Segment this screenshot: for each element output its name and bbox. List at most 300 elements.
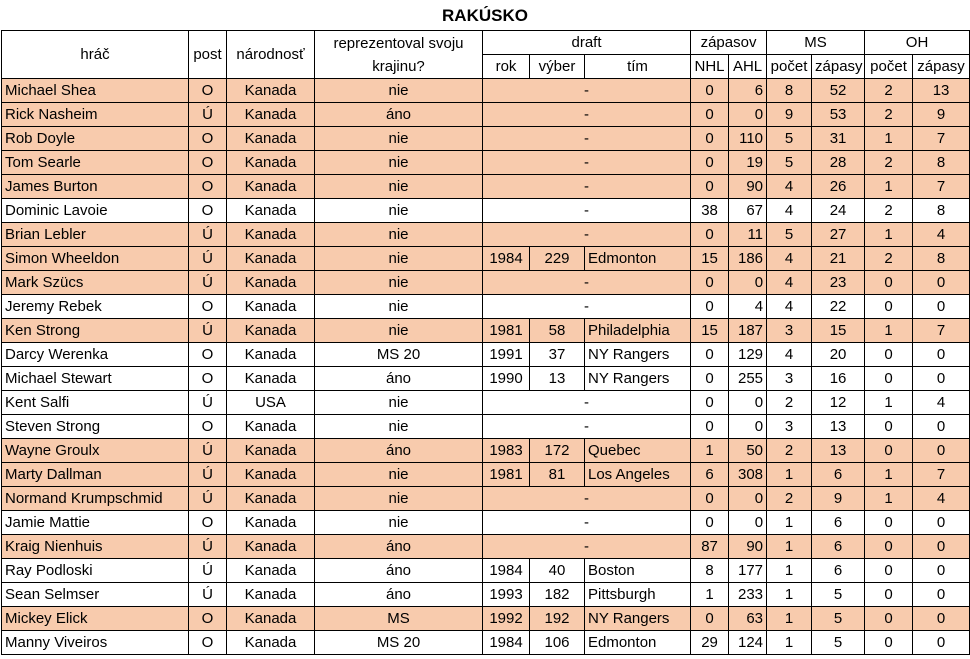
table-row [2,463,970,487]
represented-cell: nie [315,487,483,511]
oh-count-cell: 2 [865,151,913,175]
draft-empty-cell: - [483,175,691,199]
draft-team-cell: NY Rangers [585,607,691,631]
oh-count-cell: 0 [865,511,913,535]
draft-empty-cell: - [483,127,691,151]
position-cell: O [189,175,227,199]
represented-cell: áno [315,583,483,607]
draft-team-cell: Edmonton [585,631,691,655]
oh-games-cell: 8 [913,151,970,175]
ms-count-cell: 5 [767,151,812,175]
page-title: RAKÚSKO [442,6,528,25]
player-name-cell: Kraig Nienhuis [2,535,189,559]
draft-pick-cell: 37 [530,343,585,367]
nhl-games-cell: 15 [691,319,729,343]
header-position: post [189,31,227,79]
draft-year-cell: 1983 [483,439,530,463]
nationality-cell: Kanada [227,631,315,655]
draft-year-cell: 1984 [483,631,530,655]
draft-pick-cell: 40 [530,559,585,583]
player-name-cell: Rick Nasheim [2,103,189,127]
player-name-cell: Rob Doyle [2,127,189,151]
ahl-games-cell: 4 [729,295,767,319]
ms-count-cell: 8 [767,79,812,103]
header-nationality: národnosť [227,31,315,79]
position-cell: O [189,127,227,151]
oh-count-cell: 0 [865,439,913,463]
draft-empty-cell: - [483,103,691,127]
ms-count-cell: 4 [767,175,812,199]
ms-games-cell: 24 [812,199,865,223]
ahl-games-cell: 177 [729,559,767,583]
draft-year-cell: 1984 [483,559,530,583]
nationality-cell: Kanada [227,463,315,487]
ahl-games-cell: 0 [729,103,767,127]
ms-games-cell: 12 [812,391,865,415]
position-cell: Ú [189,463,227,487]
oh-count-cell: 2 [865,79,913,103]
ms-games-cell: 16 [812,367,865,391]
draft-pick-cell: 182 [530,583,585,607]
position-cell: O [189,415,227,439]
ms-count-cell: 4 [767,343,812,367]
table-row [2,199,970,223]
nhl-games-cell: 0 [691,343,729,367]
nhl-games-cell: 0 [691,391,729,415]
draft-year-cell: 1990 [483,367,530,391]
table-row [2,103,970,127]
draft-team-cell: Los Angeles [585,463,691,487]
player-name-cell: Ken Strong [2,319,189,343]
oh-games-cell: 0 [913,271,970,295]
oh-games-cell: 0 [913,583,970,607]
ms-games-cell: 22 [812,295,865,319]
draft-year-cell: 1984 [483,247,530,271]
table-row [2,415,970,439]
header-represented: reprezentoval svoju krajinu? [315,31,483,79]
ms-count-cell: 1 [767,583,812,607]
header-oh-count: počet [865,55,913,79]
nhl-games-cell: 0 [691,487,729,511]
ms-games-cell: 26 [812,175,865,199]
nationality-cell: Kanada [227,127,315,151]
draft-year-cell: 1991 [483,343,530,367]
oh-count-cell: 0 [865,343,913,367]
table-body [2,79,970,655]
position-cell: Ú [189,391,227,415]
ahl-games-cell: 0 [729,487,767,511]
represented-cell: áno [315,103,483,127]
oh-count-cell: 1 [865,319,913,343]
nhl-games-cell: 0 [691,151,729,175]
header-oh-games: zápasy [913,55,970,79]
oh-count-cell: 0 [865,271,913,295]
table-row [2,295,970,319]
ms-count-cell: 4 [767,199,812,223]
nhl-games-cell: 15 [691,247,729,271]
position-cell: Ú [189,247,227,271]
oh-games-cell: 0 [913,367,970,391]
nhl-games-cell: 0 [691,175,729,199]
oh-games-cell: 0 [913,343,970,367]
header-ms-games: zápasy [812,55,865,79]
position-cell: O [189,199,227,223]
oh-games-cell: 0 [913,535,970,559]
represented-cell: áno [315,439,483,463]
ms-games-cell: 5 [812,583,865,607]
nhl-games-cell: 29 [691,631,729,655]
ms-count-cell: 1 [767,631,812,655]
ms-games-cell: 53 [812,103,865,127]
ms-games-cell: 20 [812,343,865,367]
nationality-cell: Kanada [227,415,315,439]
header-ahl: AHL [729,55,767,79]
table-row [2,607,970,631]
represented-cell: nie [315,247,483,271]
oh-games-cell: 4 [913,223,970,247]
ms-games-cell: 21 [812,247,865,271]
header-games: zápasov [691,31,767,55]
nationality-cell: Kanada [227,79,315,103]
oh-games-cell: 7 [913,463,970,487]
ms-count-cell: 4 [767,271,812,295]
oh-count-cell: 0 [865,583,913,607]
represented-cell: nie [315,127,483,151]
ms-games-cell: 31 [812,127,865,151]
table-row [2,79,970,103]
position-cell: Ú [189,583,227,607]
draft-team-cell: Philadelphia [585,319,691,343]
oh-count-cell: 1 [865,223,913,247]
nationality-cell: Kanada [227,343,315,367]
player-name-cell: Jamie Mattie [2,511,189,535]
ms-games-cell: 6 [812,559,865,583]
oh-games-cell: 8 [913,199,970,223]
player-name-cell: Michael Stewart [2,367,189,391]
table-row [2,175,970,199]
nationality-cell: Kanada [227,607,315,631]
represented-cell: nie [315,415,483,439]
draft-empty-cell: - [483,79,691,103]
draft-team-cell: NY Rangers [585,367,691,391]
players-table [1,30,970,655]
header-oh: OH [865,31,970,55]
ms-count-cell: 2 [767,439,812,463]
draft-empty-cell: - [483,391,691,415]
oh-games-cell: 4 [913,391,970,415]
ms-games-cell: 27 [812,223,865,247]
ahl-games-cell: 0 [729,391,767,415]
header-nhl: NHL [691,55,729,79]
represented-cell: nie [315,319,483,343]
nationality-cell: Kanada [227,559,315,583]
draft-year-cell: 1981 [483,463,530,487]
ms-games-cell: 28 [812,151,865,175]
oh-count-cell: 0 [865,559,913,583]
player-name-cell: Jeremy Rebek [2,295,189,319]
oh-count-cell: 2 [865,247,913,271]
represented-cell: nie [315,295,483,319]
ms-games-cell: 6 [812,511,865,535]
position-cell: O [189,295,227,319]
nhl-games-cell: 0 [691,103,729,127]
draft-year-cell: 1992 [483,607,530,631]
player-name-cell: Wayne Groulx [2,439,189,463]
ms-count-cell: 1 [767,463,812,487]
draft-empty-cell: - [483,271,691,295]
position-cell: Ú [189,439,227,463]
draft-empty-cell: - [483,511,691,535]
header-draft-year: rok [483,55,530,79]
header-player: hráč [2,31,189,79]
player-name-cell: Michael Shea [2,79,189,103]
position-cell: Ú [189,559,227,583]
ms-count-cell: 5 [767,127,812,151]
draft-team-cell: Boston [585,559,691,583]
nhl-games-cell: 0 [691,367,729,391]
represented-cell: nie [315,223,483,247]
ms-games-cell: 15 [812,319,865,343]
position-cell: Ú [189,223,227,247]
position-cell: O [189,367,227,391]
player-name-cell: Kent Salfi [2,391,189,415]
nationality-cell: Kanada [227,319,315,343]
draft-empty-cell: - [483,415,691,439]
header-ms-count: počet [767,55,812,79]
ms-count-cell: 3 [767,319,812,343]
represented-cell: nie [315,199,483,223]
nationality-cell: Kanada [227,367,315,391]
table-row [2,511,970,535]
table-row [2,367,970,391]
represented-cell: nie [315,511,483,535]
draft-empty-cell: - [483,151,691,175]
table-row [2,271,970,295]
header-draft-pick: výber [530,55,585,79]
nationality-cell: Kanada [227,199,315,223]
represented-cell: áno [315,535,483,559]
oh-count-cell: 1 [865,175,913,199]
represented-cell: nie [315,391,483,415]
nhl-games-cell: 0 [691,127,729,151]
ms-count-cell: 4 [767,247,812,271]
nationality-cell: Kanada [227,223,315,247]
represented-cell: nie [315,271,483,295]
nhl-games-cell: 0 [691,271,729,295]
draft-year-cell: 1993 [483,583,530,607]
represented-cell: MS 20 [315,631,483,655]
oh-games-cell: 13 [913,79,970,103]
oh-count-cell: 0 [865,535,913,559]
represented-cell: MS [315,607,483,631]
nationality-cell: Kanada [227,295,315,319]
ms-games-cell: 13 [812,415,865,439]
ahl-games-cell: 129 [729,343,767,367]
ms-games-cell: 6 [812,535,865,559]
oh-games-cell: 0 [913,559,970,583]
player-name-cell: Simon Wheeldon [2,247,189,271]
ahl-games-cell: 186 [729,247,767,271]
ms-games-cell: 5 [812,607,865,631]
position-cell: Ú [189,103,227,127]
nationality-cell: USA [227,391,315,415]
draft-pick-cell: 192 [530,607,585,631]
table-row [2,631,970,655]
draft-pick-cell: 229 [530,247,585,271]
position-cell: O [189,151,227,175]
draft-empty-cell: - [483,487,691,511]
player-name-cell: Sean Selmser [2,583,189,607]
ms-games-cell: 52 [812,79,865,103]
nationality-cell: Kanada [227,487,315,511]
represented-cell: nie [315,151,483,175]
oh-count-cell: 0 [865,367,913,391]
oh-count-cell: 1 [865,487,913,511]
position-cell: Ú [189,271,227,295]
nationality-cell: Kanada [227,271,315,295]
nationality-cell: Kanada [227,535,315,559]
ms-games-cell: 23 [812,271,865,295]
draft-pick-cell: 172 [530,439,585,463]
represented-cell: áno [315,367,483,391]
oh-count-cell: 0 [865,607,913,631]
table-row [2,343,970,367]
ahl-games-cell: 110 [729,127,767,151]
ms-games-cell: 13 [812,439,865,463]
draft-pick-cell: 81 [530,463,585,487]
table-row [2,223,970,247]
player-name-cell: Darcy Werenka [2,343,189,367]
draft-pick-cell: 58 [530,319,585,343]
nhl-games-cell: 0 [691,511,729,535]
ms-count-cell: 1 [767,535,812,559]
position-cell: Ú [189,487,227,511]
nationality-cell: Kanada [227,583,315,607]
oh-games-cell: 0 [913,415,970,439]
oh-count-cell: 1 [865,127,913,151]
ahl-games-cell: 90 [729,535,767,559]
header-ms: MS [767,31,865,55]
draft-team-cell: Quebec [585,439,691,463]
oh-games-cell: 8 [913,247,970,271]
nhl-games-cell: 1 [691,439,729,463]
table-row [2,319,970,343]
ms-count-cell: 2 [767,487,812,511]
oh-count-cell: 1 [865,463,913,487]
ahl-games-cell: 0 [729,511,767,535]
table-row [2,247,970,271]
player-name-cell: Mark Szücs [2,271,189,295]
table-row [2,127,970,151]
nhl-games-cell: 1 [691,583,729,607]
ms-count-cell: 4 [767,295,812,319]
draft-empty-cell: - [483,295,691,319]
represented-cell: nie [315,175,483,199]
nhl-games-cell: 87 [691,535,729,559]
nhl-games-cell: 38 [691,199,729,223]
ms-games-cell: 9 [812,487,865,511]
player-name-cell: Steven Strong [2,415,189,439]
oh-games-cell: 7 [913,127,970,151]
ahl-games-cell: 255 [729,367,767,391]
table-row [2,535,970,559]
nhl-games-cell: 6 [691,463,729,487]
represented-cell: nie [315,79,483,103]
player-name-cell: Manny Viveiros [2,631,189,655]
ms-count-cell: 2 [767,391,812,415]
position-cell: O [189,631,227,655]
nationality-cell: Kanada [227,511,315,535]
table-row [2,151,970,175]
ms-count-cell: 9 [767,103,812,127]
player-name-cell: Tom Searle [2,151,189,175]
position-cell: O [189,343,227,367]
table-row [2,487,970,511]
ahl-games-cell: 50 [729,439,767,463]
oh-games-cell: 7 [913,175,970,199]
ahl-games-cell: 0 [729,415,767,439]
draft-team-cell: Pittsburgh [585,583,691,607]
ms-games-cell: 5 [812,631,865,655]
ms-count-cell: 3 [767,367,812,391]
ahl-games-cell: 233 [729,583,767,607]
ahl-games-cell: 63 [729,607,767,631]
nhl-games-cell: 0 [691,223,729,247]
player-name-cell: Mickey Elick [2,607,189,631]
oh-games-cell: 4 [913,487,970,511]
player-name-cell: Dominic Lavoie [2,199,189,223]
oh-count-cell: 2 [865,103,913,127]
ahl-games-cell: 124 [729,631,767,655]
draft-team-cell: NY Rangers [585,343,691,367]
ms-count-cell: 5 [767,223,812,247]
nationality-cell: Kanada [227,247,315,271]
ms-count-cell: 1 [767,607,812,631]
position-cell: O [189,511,227,535]
represented-cell: MS 20 [315,343,483,367]
nationality-cell: Kanada [227,151,315,175]
player-name-cell: Brian Lebler [2,223,189,247]
nationality-cell: Kanada [227,103,315,127]
draft-team-cell: Edmonton [585,247,691,271]
position-cell: Ú [189,535,227,559]
ahl-games-cell: 187 [729,319,767,343]
nhl-games-cell: 0 [691,607,729,631]
player-name-cell: Marty Dallman [2,463,189,487]
oh-games-cell: 0 [913,439,970,463]
ahl-games-cell: 308 [729,463,767,487]
draft-empty-cell: - [483,535,691,559]
ahl-games-cell: 6 [729,79,767,103]
draft-year-cell: 1981 [483,319,530,343]
oh-games-cell: 0 [913,295,970,319]
nhl-games-cell: 0 [691,295,729,319]
position-cell: O [189,607,227,631]
player-name-cell: James Burton [2,175,189,199]
draft-empty-cell: - [483,223,691,247]
ms-count-cell: 1 [767,511,812,535]
oh-count-cell: 0 [865,415,913,439]
ahl-games-cell: 90 [729,175,767,199]
position-cell: O [189,79,227,103]
oh-games-cell: 0 [913,631,970,655]
header-draft: draft [483,31,691,55]
oh-games-cell: 0 [913,607,970,631]
position-cell: Ú [189,319,227,343]
ms-games-cell: 6 [812,463,865,487]
ahl-games-cell: 11 [729,223,767,247]
represented-cell: nie [315,463,483,487]
